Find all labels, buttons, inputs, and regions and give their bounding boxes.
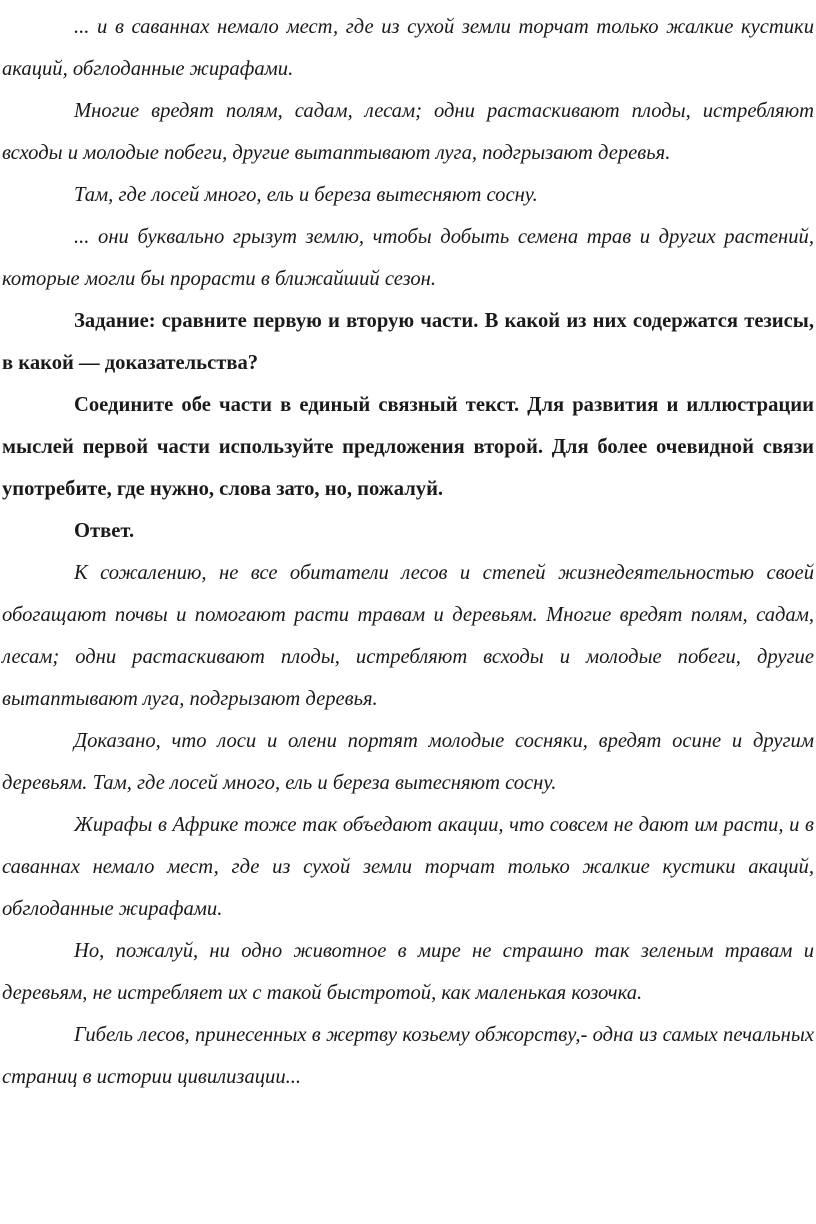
paragraph-damage-fragment: Многие вредят полям, садам, лесам; одни растаскивают плоды, истребляют всходы и молодые побеги, другие вытаптывают луга, подгрызают деревья. <box>2 100 814 164</box>
task-join-parts: Соедините обе части в единый связный текст. Для развития и иллюстрации мыслей первой части используйте предложения второй. Для более очевидной связи употребите, где нужно, слова зато, но, пожалуй. <box>2 394 814 500</box>
answer-paragraph-giraffes: Жирафы в Африке тоже так объедают акации, что совсем не дают им расти, и в саваннах немало мест, где из сухой земли торчат только жалкие кустики акаций, обглоданные жирафами. <box>2 814 814 920</box>
paragraph-moose-fragment: Там, где лосей много, ель и береза вытесняют сосну. <box>74 184 538 206</box>
task-compare-parts: Задание: сравните первую и вторую части. В какой из них содержатся тезисы, в какой — доказательства? <box>2 310 814 374</box>
answer-paragraph-goat: Но, пожалуй, ни одно животное в мире не страшно так зеленым травам и деревьям, не истребляет их с такой быстротой, как маленькая козочка. <box>2 940 814 1004</box>
paragraph-gnaw-fragment: ... они буквально грызут землю, чтобы добыть семена трав и других растений, которые могли бы прорасти в ближайший сезон. <box>2 226 814 290</box>
answer-paragraph-moose: Доказано, что лоси и олени портят молодые сосняки, вредят осине и другим деревьям. Там, где лосей много, ель и береза вытесняют сосну. <box>2 730 814 794</box>
answer-paragraph-inhabitants: К сожалению, не все обитатели лесов и степей жизнедеятельностью своей обогащают почвы и помогают расти травам и деревьям. Многие вредят полям, садам, лесам; одни растаскивают плоды, истребляют всходы и молодые побеги, другие вытаптывают луга, подгрызают деревья. <box>2 562 814 710</box>
answer-paragraph-forests: Гибель лесов, принесенных в жертву козьему обжорству,- одна из самых печальных страниц в истории цивилизации... <box>2 1024 814 1088</box>
paragraph-savanna-fragment: ... и в саваннах немало мест, где из сухой земли торчат только жалкие кустики акаций, обглоданные жирафами. <box>2 16 814 80</box>
answer-heading: Ответ. <box>74 520 135 542</box>
